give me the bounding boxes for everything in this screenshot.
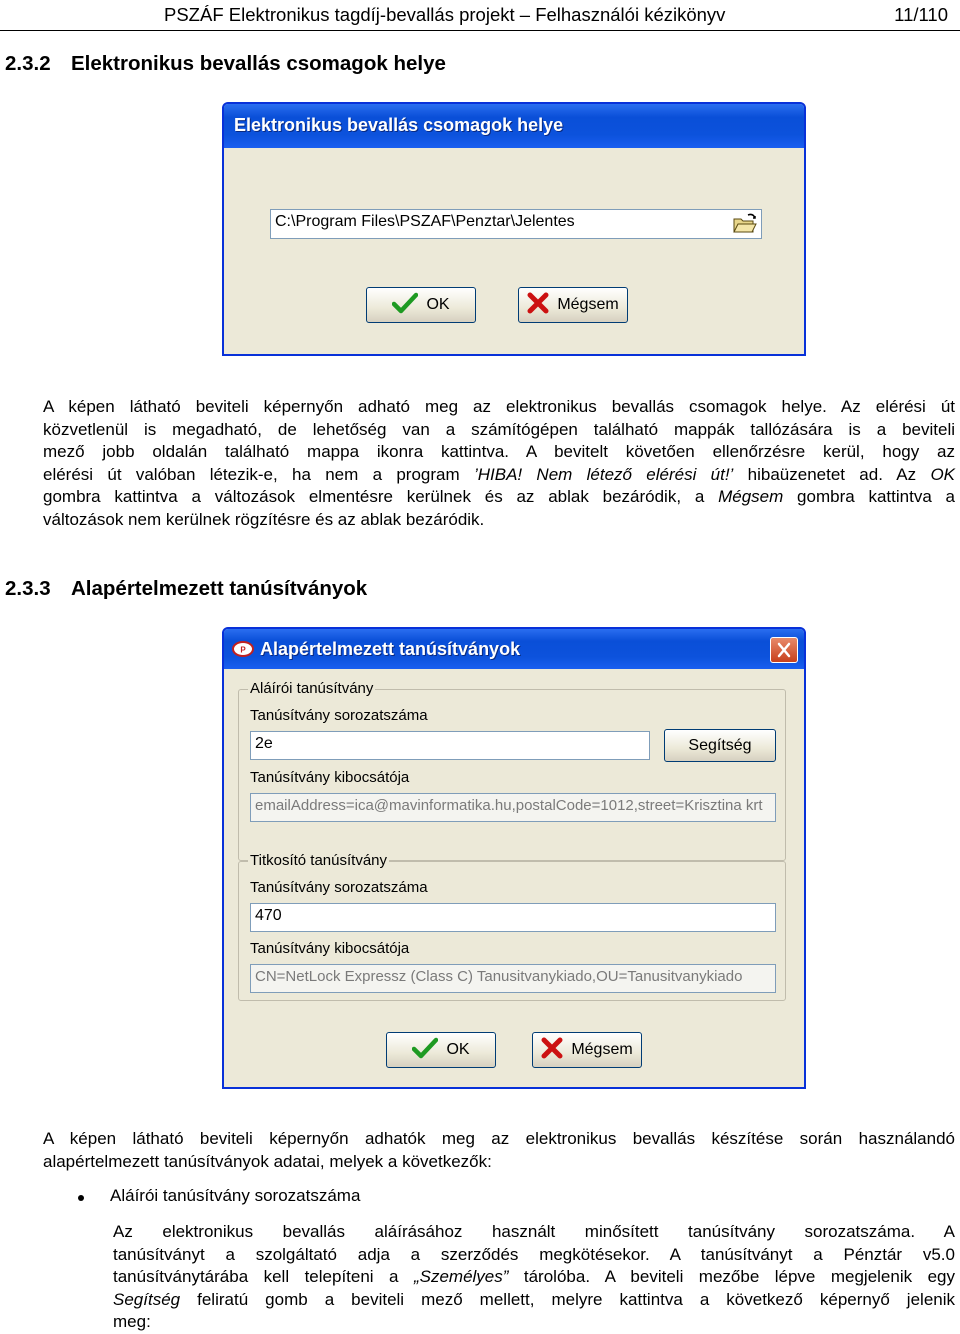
signer-serial-value: 2e (255, 735, 273, 752)
encryption-serial-value: 470 (255, 907, 282, 924)
default-certificates-dialog (222, 627, 806, 1089)
text-line: feliratú gomb a beviteli mező mellett, melyre kattintva a következő képernyő jelenik (180, 1289, 955, 1309)
ok-button[interactable] (386, 1032, 496, 1068)
section-heading-232 (5, 52, 446, 76)
red-x-icon (527, 292, 549, 319)
path-input-value: C:\Program Files\PSZAF\Penztar\Jelentes (275, 213, 575, 230)
encryption-serial-label: Tanúsítvány sorozatszáma (250, 879, 428, 896)
path-input[interactable] (270, 209, 762, 239)
signer-issuer-input (250, 793, 776, 822)
encryption-issuer-value: CN=NetLock Expressz (Class C) Tanusitvanykiado,OU=Tanusitvanykiado (255, 968, 743, 985)
dialog-title: Elektronikus bevallás csomagok helye (234, 115, 564, 135)
text-line: változások nem kerülnek rögzítésre és az ablak bezáródik. (43, 509, 485, 529)
signer-certificate-legend: Aláírói tanúsítvány (250, 680, 374, 697)
cancel-label: Mégsem (571, 1041, 633, 1058)
section-number: 2.3.3 (5, 577, 51, 600)
bullet-dot (78, 1195, 84, 1201)
checkmark-icon (412, 1037, 438, 1064)
encryption-issuer-input (250, 964, 776, 993)
section-number: 2.3.2 (5, 52, 51, 75)
text-line: elérési út valóban létezik-e, ha nem a program (43, 464, 474, 484)
signer-serial-label: Tanúsítvány sorozatszáma (250, 707, 428, 724)
app-logo-icon (232, 640, 254, 663)
cancel-label: Mégsem (557, 296, 619, 313)
ok-reference: OK (930, 464, 955, 484)
text-line: tárolóba. A beviteli mezőbe lépve megjelenik egy (508, 1267, 955, 1287)
error-message-text: ’HIBA! Nem létező elérési út!’ (473, 464, 734, 484)
section-heading-233 (5, 577, 367, 601)
text-line: tanúsítványt a szolgáltató adja a szerződés megkötésekor. A tanúsítványt a Pénztár v5.0 (113, 1244, 955, 1264)
help-label: Segítség (688, 736, 752, 754)
section-title: Alapértelmezett tanúsítványok (71, 577, 368, 600)
page-number: 11/110 (894, 4, 948, 25)
bullet-item (78, 1186, 938, 1210)
bullet-text: Aláírói tanúsítvány sorozatszáma (110, 1186, 361, 1205)
signer-issuer-value: emailAddress=ica@mavinformatika.hu,postalCode=1012,street=Krisztina krt (255, 797, 763, 814)
text-line: gombra kattintva a (783, 487, 956, 507)
text-line: hibaüzenetet ad. Az (733, 464, 931, 484)
close-icon (771, 638, 797, 662)
text-line: Az elektronikus bevallás aláírásához használt minősített tanúsítvány sorozatszáma. A (113, 1222, 955, 1241)
text-line: A képen látható beviteli képernyőn adhatók meg az elektronikus bevallás készítése során használandó (43, 1129, 955, 1148)
dialog-titlebar (224, 629, 804, 669)
ok-button[interactable] (366, 287, 476, 323)
paragraph-signer-serial (113, 1221, 955, 1334)
encryption-serial-input[interactable] (250, 903, 776, 932)
text-line: gombra kattintva a változások elmentésre kerülnek és az ablak bezáródik, a (43, 487, 719, 507)
text-line: tanúsítványtárába kell telepíteni a (113, 1267, 414, 1287)
text-line: közvetlenül is megadható, de lehetőség van a számítógépen található mappák tallózására is a beviteli (43, 419, 955, 439)
help-reference: Segítség (113, 1289, 181, 1309)
checkmark-icon (392, 292, 418, 319)
document-title: PSZÁF Elektronikus tagdíj-bevallás projekt – Felhasználói kézikönyv (164, 4, 726, 25)
page-header (0, 0, 960, 31)
cancel-button[interactable] (518, 287, 628, 323)
paragraph-package-location (43, 396, 955, 532)
text-line: A képen látható beviteli képernyőn adható meg az elektronikus bevallás csomagok helye. Az elérési út (43, 397, 955, 416)
svg-text:P: P (240, 645, 246, 655)
folder-open-icon[interactable] (732, 212, 758, 236)
help-button[interactable] (664, 729, 776, 762)
dialog-title: Alapértelmezett tanúsítványok (260, 639, 521, 659)
red-x-icon (541, 1037, 563, 1064)
encryption-issuer-label: Tanúsítvány kibocsátója (250, 940, 410, 957)
store-name: „Személyes” (413, 1267, 509, 1287)
package-location-dialog (222, 102, 806, 356)
signer-issuer-label: Tanúsítvány kibocsátója (250, 769, 410, 786)
signer-serial-input[interactable] (250, 731, 650, 760)
ok-label: OK (446, 1041, 470, 1058)
cancel-reference: Mégsem (718, 487, 784, 507)
cancel-button[interactable] (532, 1032, 642, 1068)
paragraph-certificates-intro (43, 1128, 955, 1173)
text-line: alapértelmezett tanúsítványok adatai, melyek a következők: (43, 1151, 492, 1171)
text-line: meg: (113, 1312, 151, 1332)
dialog-titlebar (224, 104, 804, 148)
encryption-certificate-legend: Titkosító tanúsítvány (250, 852, 388, 869)
close-button[interactable] (770, 637, 798, 663)
text-line: mező jobb oldalán található mappa ikonra kattintva. A bevitelt követően ellenőrzésre kerül, hogy az (43, 442, 955, 462)
ok-label: OK (426, 296, 450, 313)
section-title: Elektronikus bevallás csomagok helye (71, 52, 446, 75)
